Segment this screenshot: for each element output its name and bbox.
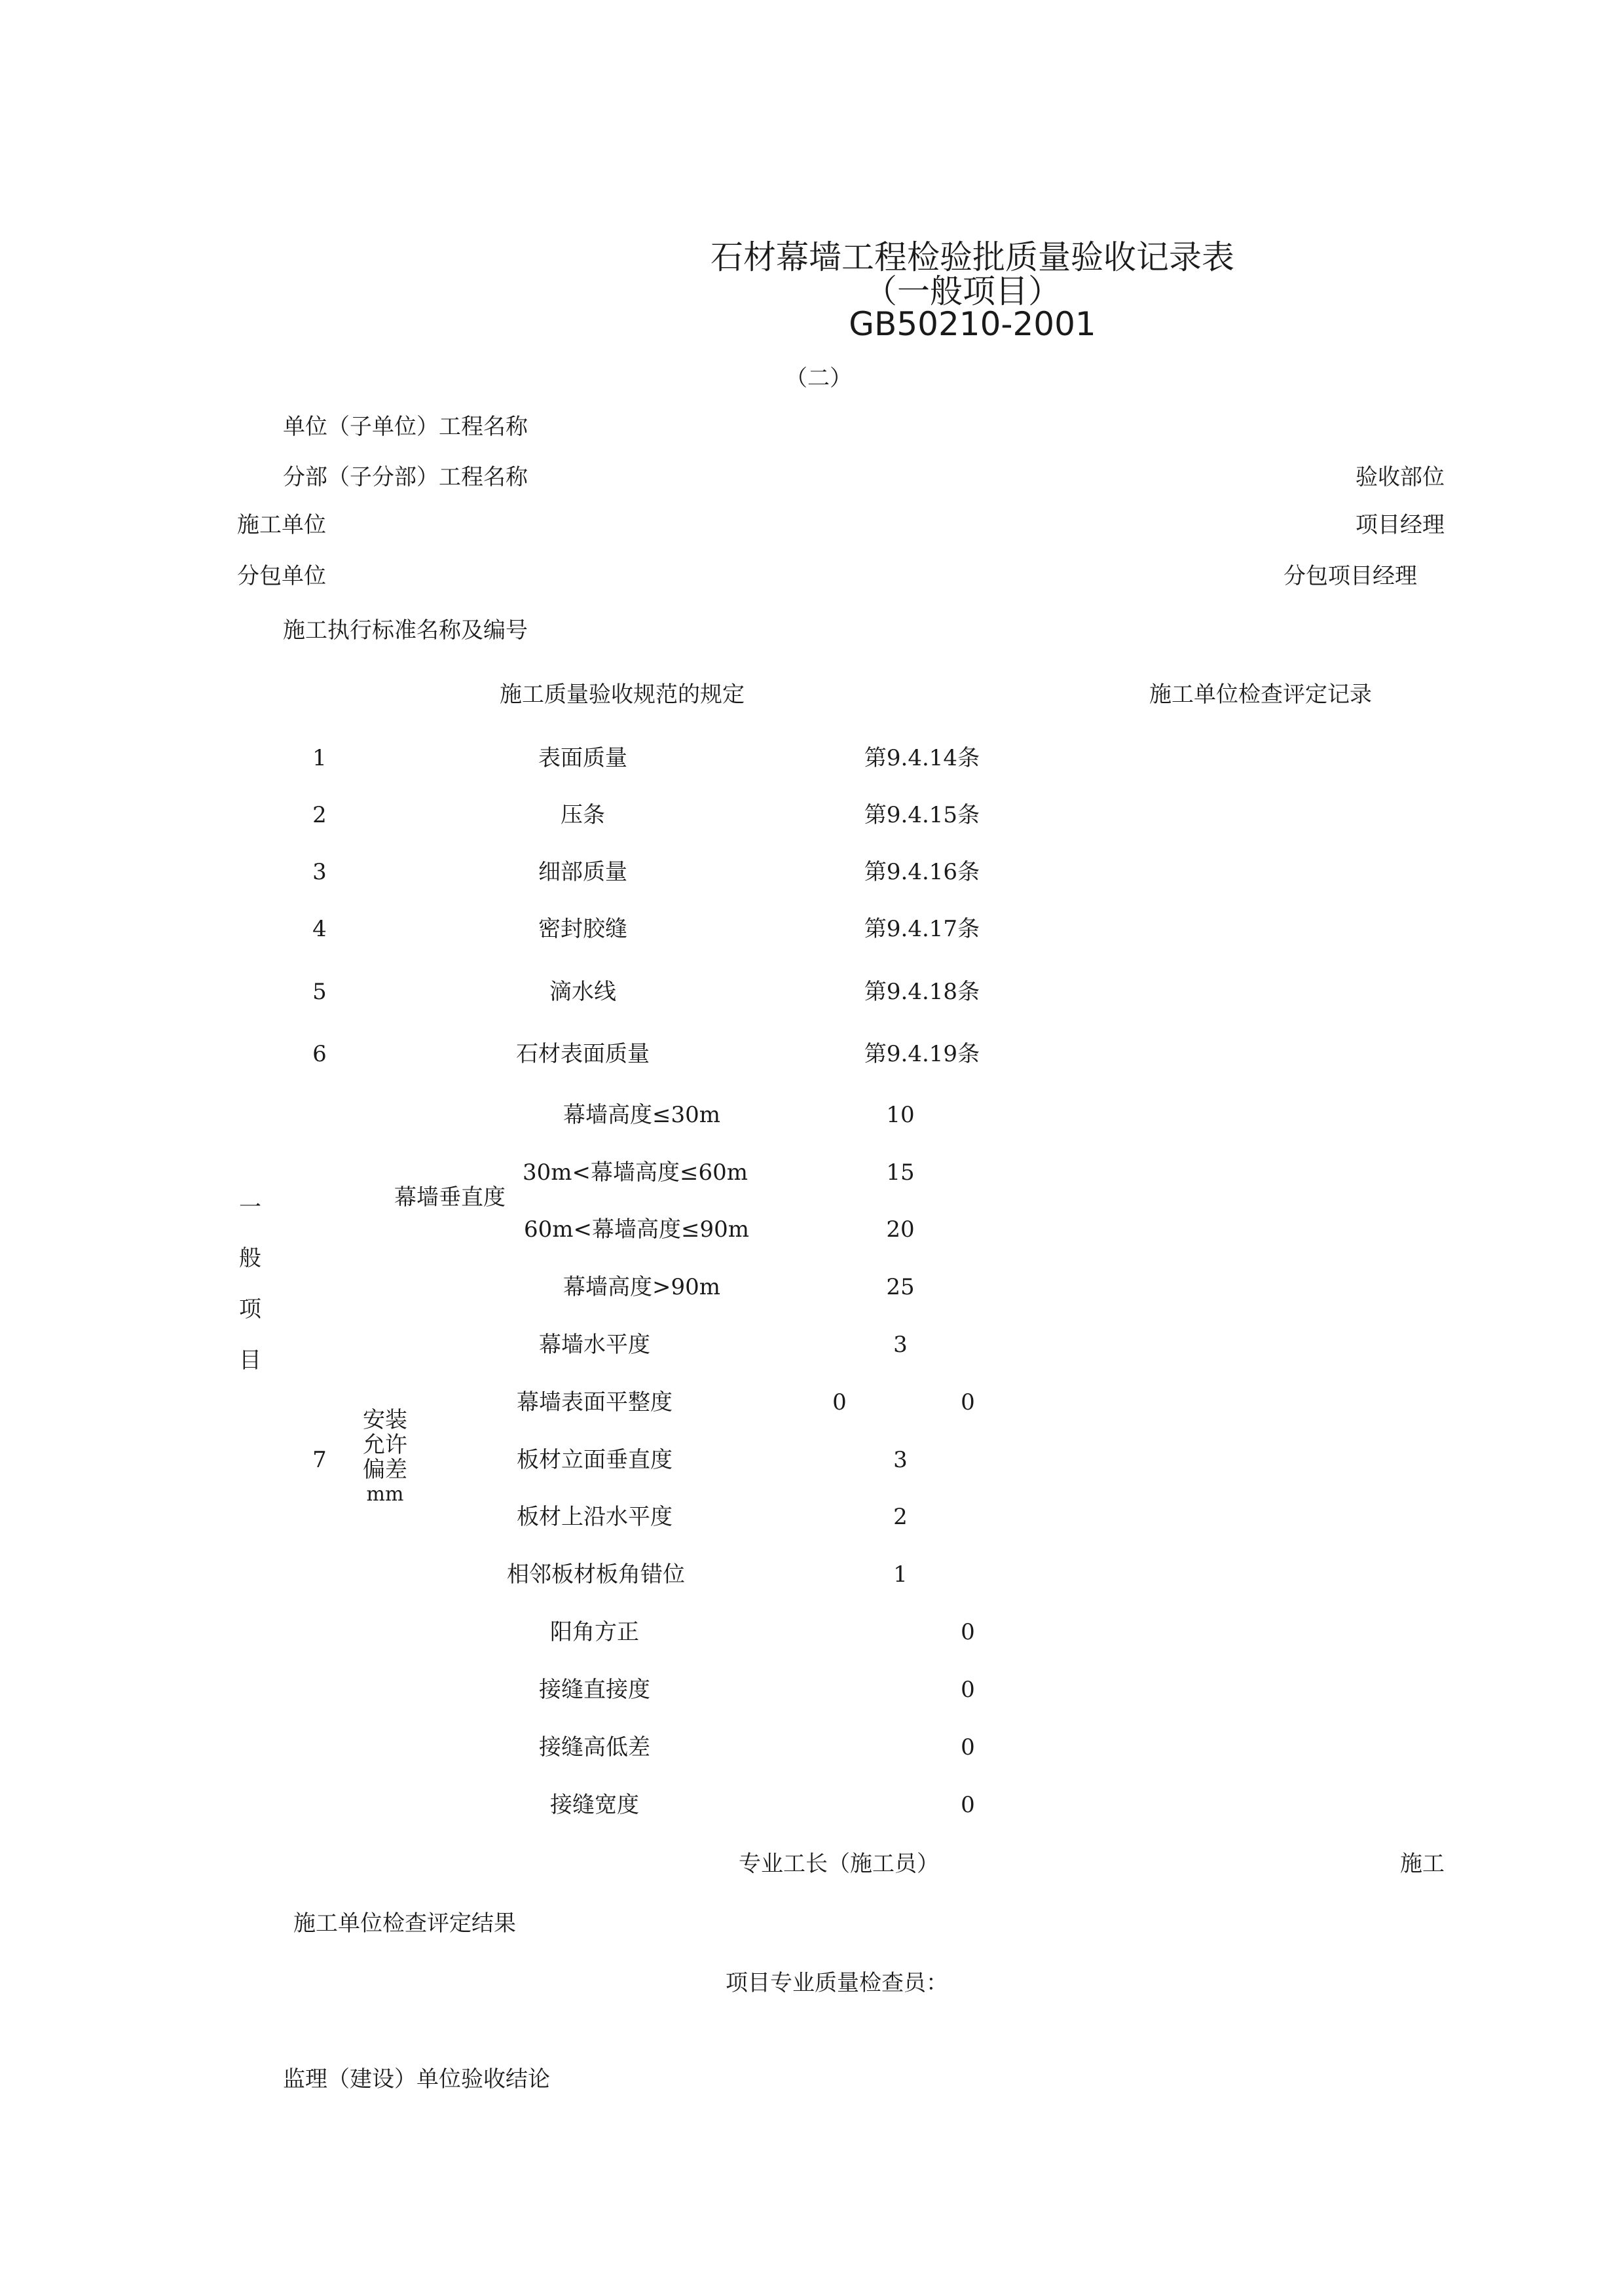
item-name: 细部质量 (538, 859, 627, 885)
item7-label-line: 偏差 (363, 1457, 407, 1483)
foreman-label: 专业工长（施工员） (739, 1851, 939, 1877)
group-char: 项 (239, 1296, 261, 1322)
row-name: 幕墙表面平整度 (517, 1389, 673, 1415)
item-name: 表面质量 (538, 745, 627, 771)
row-name: 接缝直接度 (539, 1677, 650, 1703)
row-value-2: 10 (886, 1102, 915, 1128)
item-name: 压条 (561, 802, 605, 828)
item7-number: 7 (312, 1447, 327, 1473)
item-clause: 第9.4.15条 (864, 802, 980, 828)
item-clause: 第9.4.16条 (864, 859, 980, 885)
acceptance-part-label: 验收部位 (1356, 464, 1445, 490)
row-value-2: 1 (893, 1561, 908, 1588)
construction-unit-label: 施工单位 (237, 512, 326, 538)
row-name: 接缝宽度 (550, 1792, 639, 1818)
quality-inspector-label: 项目专业质量检查员： (726, 1970, 948, 1996)
row-value-2: 0 (961, 1734, 975, 1760)
row-value-2: 15 (886, 1159, 915, 1186)
supervision-conclusion-text: 监理（建设）单位验收结论 (283, 2066, 550, 2092)
row-name: 幕墙高度>90m (563, 1274, 720, 1300)
title-line2: （一般项目） (864, 272, 1061, 310)
row-value-2: 0 (961, 1677, 975, 1703)
item-number: 6 (312, 1041, 327, 1067)
item-number: 3 (312, 859, 327, 885)
group-char: 目 (239, 1347, 261, 1374)
item7-label-line: mm (366, 1483, 404, 1506)
vertical-deviation-subgroup (394, 1184, 513, 1211)
item7-label-line: 允许 (363, 1432, 407, 1458)
row-value-2: 0 (961, 1389, 975, 1415)
subtitle: （二） (785, 365, 852, 392)
row-name: 幕墙水平度 (539, 1332, 650, 1358)
item-number: 2 (312, 802, 327, 828)
row-name: 30m<幕墙高度≤60m (523, 1159, 748, 1186)
row-value-2: 0 (961, 1792, 975, 1818)
row-value-1: 0 (832, 1389, 847, 1415)
construction-result-label: 施工单位检查评定结果 (293, 1910, 516, 1937)
row-name: 幕墙高度≤30m (563, 1102, 720, 1128)
row-value-2: 25 (886, 1274, 915, 1300)
unit-project-name-label: 单位（子单位）工程名称 (283, 414, 528, 440)
item-number: 1 (312, 745, 327, 771)
standard-name-label: 施工执行标准名称及编号 (283, 617, 528, 644)
group-char: 一 (239, 1194, 261, 1220)
row-name: 阳角方正 (550, 1619, 639, 1645)
group-char: 般 (239, 1245, 261, 1271)
row-name: 60m<幕墙高度≤90m (524, 1216, 749, 1243)
item-clause: 第9.4.18条 (864, 979, 980, 1005)
row-name: 接缝高低差 (539, 1734, 650, 1760)
item-name: 滴水线 (549, 979, 616, 1005)
supervision-conclusion-label-cut (283, 2066, 550, 2092)
construction-label-cut: 施工 (1400, 1851, 1445, 1877)
item-name: 密封胶缝 (538, 916, 627, 942)
row-name: 板材上沿水平度 (517, 1504, 673, 1530)
item-name: 石材表面质量 (516, 1041, 650, 1067)
title-standard-code: GB50210-2001 (849, 305, 1096, 343)
subcontract-unit-label: 分包单位 (237, 563, 326, 589)
project-manager-label: 项目经理 (1356, 512, 1445, 538)
item-clause: 第9.4.17条 (864, 916, 980, 942)
item-number: 5 (312, 979, 327, 1005)
row-value-2: 20 (886, 1216, 915, 1243)
title-line1: 石材幕墙工程检验批质量验收记录表 (710, 238, 1234, 276)
item-clause: 第9.4.14条 (864, 745, 980, 771)
subcontract-manager-label: 分包项目经理 (1283, 563, 1417, 589)
record-column-header: 施工单位检查评定记录 (1149, 682, 1372, 708)
item-number: 4 (312, 916, 327, 942)
spec-column-header: 施工质量验收规范的规定 (500, 682, 745, 708)
row-value-2: 3 (893, 1447, 908, 1473)
item7-label-line: 安装 (363, 1407, 407, 1433)
row-value-2: 0 (961, 1619, 975, 1645)
item-clause: 第9.4.19条 (864, 1041, 980, 1067)
row-value-2: 2 (893, 1504, 908, 1530)
division-project-name-label: 分部（子分部）工程名称 (283, 464, 528, 490)
row-value-2: 3 (893, 1332, 908, 1358)
row-name: 相邻板材板角错位 (507, 1561, 685, 1588)
row-name: 板材立面垂直度 (517, 1447, 673, 1473)
vertical-deviation-subgroup-text: 幕墙垂直度 (394, 1184, 506, 1211)
